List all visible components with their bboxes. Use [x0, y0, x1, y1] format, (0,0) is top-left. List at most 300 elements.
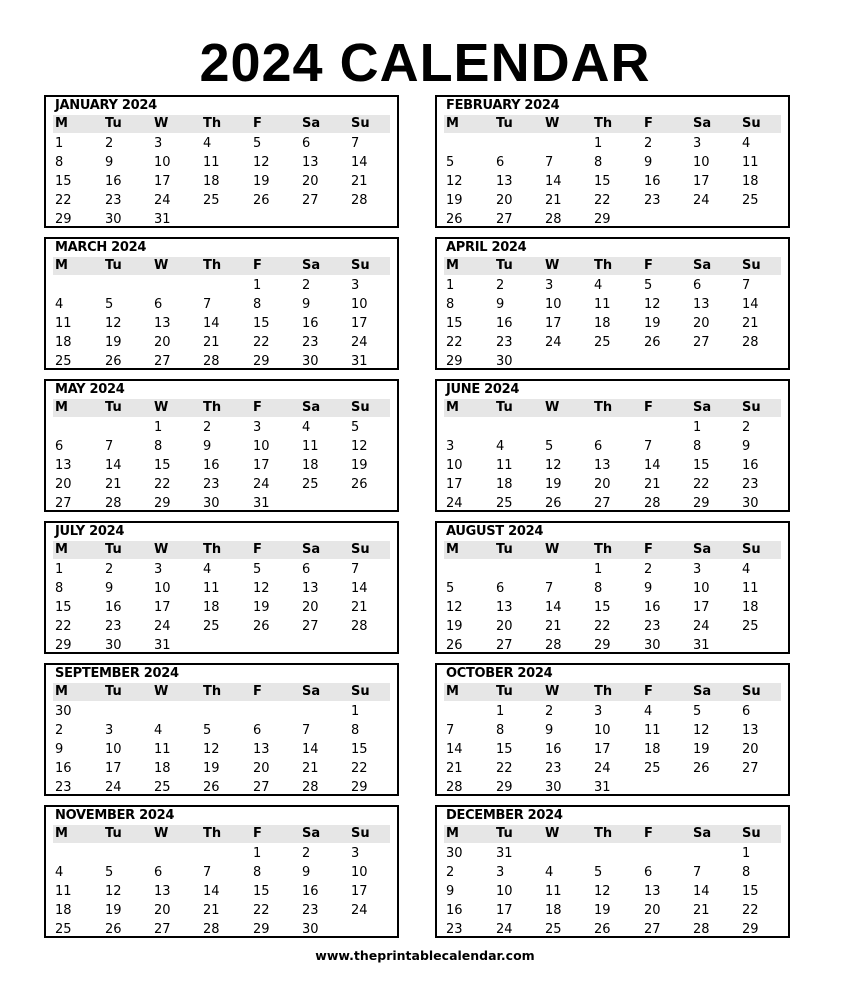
- weekday-label: Su: [742, 116, 761, 131]
- weekday-label: Sa: [693, 684, 712, 699]
- day-cell: 5: [105, 297, 114, 312]
- day-cell: 28: [105, 496, 122, 511]
- day-cell: 24: [105, 780, 122, 795]
- weekday-label: Sa: [693, 400, 712, 415]
- weekday-label: Sa: [302, 258, 321, 273]
- day-cell: 27: [594, 496, 611, 511]
- day-cell: 10: [594, 723, 611, 738]
- weekday-label: Sa: [302, 826, 321, 841]
- day-cell: 4: [742, 136, 751, 151]
- day-cell: 31: [594, 780, 611, 795]
- day-cell: 21: [693, 903, 710, 918]
- weekday-label: Su: [742, 542, 761, 557]
- day-cell: 28: [742, 335, 759, 350]
- weekday-label: Su: [351, 826, 370, 841]
- weekday-label: Sa: [693, 258, 712, 273]
- day-cell: 26: [446, 212, 463, 227]
- day-cell: 22: [154, 477, 171, 492]
- day-cell: 23: [446, 922, 463, 937]
- day-cell: 16: [105, 600, 122, 615]
- weekday-label: Tu: [496, 826, 513, 841]
- day-cell: 27: [496, 212, 513, 227]
- weekday-label: Sa: [693, 542, 712, 557]
- day-cell: 24: [545, 335, 562, 350]
- day-cell: 15: [446, 316, 463, 331]
- day-cell: 19: [351, 458, 368, 473]
- month-name: SEPTEMBER 2024: [55, 666, 179, 681]
- day-cell: 8: [253, 297, 262, 312]
- day-cell: 7: [351, 562, 360, 577]
- day-cell: 14: [351, 581, 368, 596]
- day-cell: 9: [302, 297, 311, 312]
- day-cell: 22: [253, 903, 270, 918]
- day-cell: 17: [154, 174, 171, 189]
- day-cell: 5: [203, 723, 212, 738]
- day-cell: 24: [693, 619, 710, 634]
- day-cell: 24: [693, 193, 710, 208]
- day-cell: 29: [693, 496, 710, 511]
- day-cell: 4: [302, 420, 311, 435]
- day-cell: 27: [742, 761, 759, 776]
- weekday-label: W: [545, 826, 560, 841]
- day-cell: 11: [644, 723, 661, 738]
- day-cell: 14: [446, 742, 463, 757]
- day-cell: 11: [55, 884, 72, 899]
- weekday-label: F: [253, 258, 262, 273]
- day-cell: 3: [446, 439, 455, 454]
- day-cell: 24: [253, 477, 270, 492]
- weekday-label: Tu: [496, 116, 513, 131]
- weekday-label: Sa: [302, 400, 321, 415]
- day-cell: 22: [496, 761, 513, 776]
- day-cell: 7: [545, 155, 554, 170]
- weekday-label: Tu: [496, 400, 513, 415]
- day-cell: 19: [203, 761, 220, 776]
- day-cell: 29: [742, 922, 759, 937]
- day-cell: 6: [302, 562, 311, 577]
- day-cell: 2: [203, 420, 212, 435]
- day-cell: 6: [693, 278, 702, 293]
- day-cell: 27: [154, 922, 171, 937]
- weekday-label: Su: [742, 400, 761, 415]
- weekday-label: F: [253, 684, 262, 699]
- day-cell: 23: [545, 761, 562, 776]
- weekday-label: Th: [594, 826, 613, 841]
- day-cell: 12: [351, 439, 368, 454]
- day-cell: 4: [594, 278, 603, 293]
- day-cell: 8: [55, 581, 64, 596]
- day-cell: 2: [644, 136, 653, 151]
- day-cell: 27: [154, 354, 171, 369]
- day-cell: 5: [253, 136, 262, 151]
- day-cell: 26: [253, 193, 270, 208]
- weekday-label: Tu: [105, 542, 122, 557]
- day-cell: 22: [594, 619, 611, 634]
- day-cell: 11: [496, 458, 513, 473]
- day-cell: 3: [154, 136, 163, 151]
- day-cell: 2: [105, 562, 114, 577]
- day-cell: 18: [742, 600, 759, 615]
- weekday-label: M: [446, 826, 459, 841]
- day-cell: 9: [55, 742, 64, 757]
- day-cell: 14: [545, 600, 562, 615]
- day-cell: 23: [302, 903, 319, 918]
- day-cell: 28: [545, 638, 562, 653]
- day-cell: 14: [545, 174, 562, 189]
- day-cell: 15: [351, 742, 368, 757]
- day-cell: 16: [644, 600, 661, 615]
- day-cell: 5: [446, 581, 455, 596]
- day-cell: 6: [154, 297, 163, 312]
- day-cell: 25: [203, 193, 220, 208]
- day-cell: 1: [594, 136, 603, 151]
- day-cell: 23: [644, 193, 661, 208]
- day-cell: 19: [446, 193, 463, 208]
- weekday-label: Sa: [693, 826, 712, 841]
- month-name: OCTOBER 2024: [446, 666, 553, 681]
- day-cell: 12: [644, 297, 661, 312]
- weekday-label: M: [446, 684, 459, 699]
- day-cell: 7: [351, 136, 360, 151]
- day-cell: 17: [496, 903, 513, 918]
- day-cell: 21: [203, 335, 220, 350]
- day-cell: 13: [693, 297, 710, 312]
- day-cell: 20: [253, 761, 270, 776]
- weekday-label: W: [545, 542, 560, 557]
- day-cell: 5: [545, 439, 554, 454]
- website-footer[interactable]: www.theprintablecalendar.com: [315, 948, 535, 963]
- day-cell: 8: [693, 439, 702, 454]
- weekday-label: F: [644, 542, 653, 557]
- day-cell: 18: [55, 335, 72, 350]
- day-cell: 25: [154, 780, 171, 795]
- day-cell: 19: [545, 477, 562, 492]
- day-cell: 2: [545, 704, 554, 719]
- day-cell: 24: [496, 922, 513, 937]
- day-cell: 3: [693, 562, 702, 577]
- day-cell: 7: [446, 723, 455, 738]
- day-cell: 31: [496, 846, 513, 861]
- day-cell: 24: [351, 335, 368, 350]
- day-cell: 4: [545, 865, 554, 880]
- day-cell: 14: [693, 884, 710, 899]
- weekday-label: W: [545, 258, 560, 273]
- day-cell: 26: [545, 496, 562, 511]
- month-name: JANUARY 2024: [55, 98, 157, 113]
- day-cell: 22: [351, 761, 368, 776]
- day-cell: 1: [154, 420, 163, 435]
- day-cell: 19: [253, 174, 270, 189]
- page-title: 2024 CALENDAR: [199, 33, 651, 93]
- day-cell: 25: [496, 496, 513, 511]
- day-cell: 11: [742, 155, 759, 170]
- weekday-label: W: [545, 116, 560, 131]
- day-cell: 14: [351, 155, 368, 170]
- day-cell: 5: [105, 865, 114, 880]
- weekday-header-row: [53, 541, 390, 559]
- day-cell: 17: [594, 742, 611, 757]
- day-cell: 9: [105, 581, 114, 596]
- weekday-label: F: [253, 826, 262, 841]
- day-cell: 30: [496, 354, 513, 369]
- day-cell: 5: [644, 278, 653, 293]
- day-cell: 13: [154, 884, 171, 899]
- day-cell: 2: [496, 278, 505, 293]
- day-cell: 5: [693, 704, 702, 719]
- weekday-header-row: [444, 683, 781, 701]
- day-cell: 28: [351, 193, 368, 208]
- day-cell: 25: [55, 354, 72, 369]
- day-cell: 1: [55, 136, 64, 151]
- day-cell: 15: [253, 316, 270, 331]
- weekday-label: M: [55, 400, 68, 415]
- day-cell: 1: [742, 846, 751, 861]
- day-cell: 29: [253, 922, 270, 937]
- day-cell: 9: [446, 884, 455, 899]
- weekday-label: Th: [594, 684, 613, 699]
- day-cell: 1: [55, 562, 64, 577]
- weekday-label: Sa: [693, 116, 712, 131]
- day-cell: 17: [105, 761, 122, 776]
- day-cell: 5: [253, 562, 262, 577]
- day-cell: 30: [742, 496, 759, 511]
- day-cell: 22: [742, 903, 759, 918]
- day-cell: 8: [594, 581, 603, 596]
- day-cell: 24: [154, 619, 171, 634]
- day-cell: 26: [644, 335, 661, 350]
- day-cell: 10: [154, 581, 171, 596]
- day-cell: 2: [105, 136, 114, 151]
- day-cell: 20: [302, 174, 319, 189]
- day-cell: 23: [496, 335, 513, 350]
- day-cell: 20: [302, 600, 319, 615]
- day-cell: 11: [55, 316, 72, 331]
- weekday-header-row: [444, 399, 781, 417]
- weekday-header-row: [444, 257, 781, 275]
- weekday-label: W: [545, 684, 560, 699]
- day-cell: 23: [644, 619, 661, 634]
- month-name: APRIL 2024: [446, 240, 527, 255]
- weekday-label: M: [446, 116, 459, 131]
- day-cell: 8: [55, 155, 64, 170]
- day-cell: 2: [302, 278, 311, 293]
- weekday-label: W: [154, 258, 169, 273]
- day-cell: 1: [693, 420, 702, 435]
- day-cell: 4: [203, 562, 212, 577]
- day-cell: 13: [496, 174, 513, 189]
- month-march: [44, 237, 399, 370]
- weekday-label: M: [55, 826, 68, 841]
- weekday-label: Tu: [105, 116, 122, 131]
- day-cell: 17: [446, 477, 463, 492]
- day-cell: 18: [154, 761, 171, 776]
- day-cell: 15: [594, 174, 611, 189]
- day-cell: 12: [105, 884, 122, 899]
- day-cell: 17: [693, 600, 710, 615]
- weekday-label: Th: [203, 400, 222, 415]
- day-cell: 6: [55, 439, 64, 454]
- day-cell: 14: [105, 458, 122, 473]
- day-cell: 30: [302, 922, 319, 937]
- weekday-header-row: [53, 115, 390, 133]
- day-cell: 23: [105, 193, 122, 208]
- day-cell: 6: [302, 136, 311, 151]
- day-cell: 28: [644, 496, 661, 511]
- day-cell: 3: [594, 704, 603, 719]
- day-cell: 3: [545, 278, 554, 293]
- day-cell: 8: [351, 723, 360, 738]
- day-cell: 17: [351, 316, 368, 331]
- weekday-label: W: [154, 826, 169, 841]
- day-cell: 15: [742, 884, 759, 899]
- day-cell: 20: [154, 335, 171, 350]
- day-cell: 18: [302, 458, 319, 473]
- day-cell: 12: [446, 600, 463, 615]
- day-cell: 22: [446, 335, 463, 350]
- day-cell: 31: [154, 638, 171, 653]
- day-cell: 28: [351, 619, 368, 634]
- day-cell: 16: [302, 316, 319, 331]
- day-cell: 21: [545, 193, 562, 208]
- day-cell: 11: [742, 581, 759, 596]
- day-cell: 20: [496, 619, 513, 634]
- day-cell: 26: [351, 477, 368, 492]
- day-cell: 10: [693, 581, 710, 596]
- day-cell: 23: [55, 780, 72, 795]
- weekday-label: Th: [594, 400, 613, 415]
- day-cell: 19: [446, 619, 463, 634]
- day-cell: 31: [253, 496, 270, 511]
- weekday-label: Su: [351, 542, 370, 557]
- day-cell: 26: [203, 780, 220, 795]
- weekday-label: M: [446, 258, 459, 273]
- day-cell: 29: [351, 780, 368, 795]
- day-cell: 10: [446, 458, 463, 473]
- day-cell: 10: [693, 155, 710, 170]
- weekday-label: Th: [594, 258, 613, 273]
- day-cell: 16: [105, 174, 122, 189]
- day-cell: 12: [693, 723, 710, 738]
- day-cell: 26: [594, 922, 611, 937]
- day-cell: 30: [105, 212, 122, 227]
- day-cell: 20: [742, 742, 759, 757]
- day-cell: 29: [55, 638, 72, 653]
- day-cell: 14: [742, 297, 759, 312]
- day-cell: 30: [302, 354, 319, 369]
- weekday-header-row: [444, 825, 781, 843]
- day-cell: 9: [105, 155, 114, 170]
- day-cell: 8: [446, 297, 455, 312]
- day-cell: 16: [203, 458, 220, 473]
- weekday-label: M: [446, 400, 459, 415]
- day-cell: 1: [446, 278, 455, 293]
- day-cell: 7: [302, 723, 311, 738]
- day-cell: 29: [253, 354, 270, 369]
- month-april: [435, 237, 790, 370]
- weekday-label: M: [446, 542, 459, 557]
- day-cell: 28: [446, 780, 463, 795]
- day-cell: 13: [302, 155, 319, 170]
- day-cell: 2: [742, 420, 751, 435]
- month-name: MAY 2024: [55, 382, 125, 397]
- month-november: [44, 805, 399, 938]
- month-may: [44, 379, 399, 512]
- day-cell: 27: [496, 638, 513, 653]
- weekday-label: Th: [203, 542, 222, 557]
- day-cell: 25: [644, 761, 661, 776]
- day-cell: 26: [253, 619, 270, 634]
- day-cell: 19: [693, 742, 710, 757]
- day-cell: 21: [203, 903, 220, 918]
- day-cell: 2: [446, 865, 455, 880]
- weekday-header-row: [53, 683, 390, 701]
- weekday-label: W: [154, 542, 169, 557]
- weekday-label: Su: [742, 258, 761, 273]
- day-cell: 15: [154, 458, 171, 473]
- day-cell: 7: [203, 297, 212, 312]
- day-cell: 27: [302, 193, 319, 208]
- weekday-label: Sa: [302, 542, 321, 557]
- day-cell: 23: [105, 619, 122, 634]
- day-cell: 9: [644, 581, 653, 596]
- month-name: NOVEMBER 2024: [55, 808, 175, 823]
- weekday-label: F: [644, 400, 653, 415]
- day-cell: 27: [253, 780, 270, 795]
- day-cell: 22: [55, 619, 72, 634]
- day-cell: 18: [496, 477, 513, 492]
- day-cell: 26: [105, 922, 122, 937]
- weekday-label: F: [644, 684, 653, 699]
- day-cell: 25: [594, 335, 611, 350]
- day-cell: 22: [253, 335, 270, 350]
- day-cell: 12: [203, 742, 220, 757]
- day-cell: 7: [203, 865, 212, 880]
- day-cell: 12: [253, 155, 270, 170]
- weekday-label: Th: [594, 542, 613, 557]
- day-cell: 24: [446, 496, 463, 511]
- day-cell: 4: [496, 439, 505, 454]
- day-cell: 26: [446, 638, 463, 653]
- day-cell: 17: [545, 316, 562, 331]
- day-cell: 13: [644, 884, 661, 899]
- day-cell: 23: [302, 335, 319, 350]
- day-cell: 27: [302, 619, 319, 634]
- weekday-label: Su: [351, 116, 370, 131]
- day-cell: 2: [644, 562, 653, 577]
- day-cell: 11: [154, 742, 171, 757]
- day-cell: 3: [496, 865, 505, 880]
- day-cell: 1: [594, 562, 603, 577]
- day-cell: 11: [594, 297, 611, 312]
- day-cell: 2: [55, 723, 64, 738]
- day-cell: 9: [203, 439, 212, 454]
- day-cell: 15: [496, 742, 513, 757]
- day-cell: 30: [644, 638, 661, 653]
- weekday-label: Tu: [105, 400, 122, 415]
- day-cell: 30: [55, 704, 72, 719]
- day-cell: 7: [105, 439, 114, 454]
- weekday-label: M: [55, 542, 68, 557]
- weekday-label: Su: [351, 400, 370, 415]
- day-cell: 20: [594, 477, 611, 492]
- month-september: [44, 663, 399, 796]
- day-cell: 18: [203, 600, 220, 615]
- day-cell: 12: [446, 174, 463, 189]
- day-cell: 30: [446, 846, 463, 861]
- month-name: JULY 2024: [55, 524, 125, 539]
- day-cell: 16: [446, 903, 463, 918]
- day-cell: 3: [693, 136, 702, 151]
